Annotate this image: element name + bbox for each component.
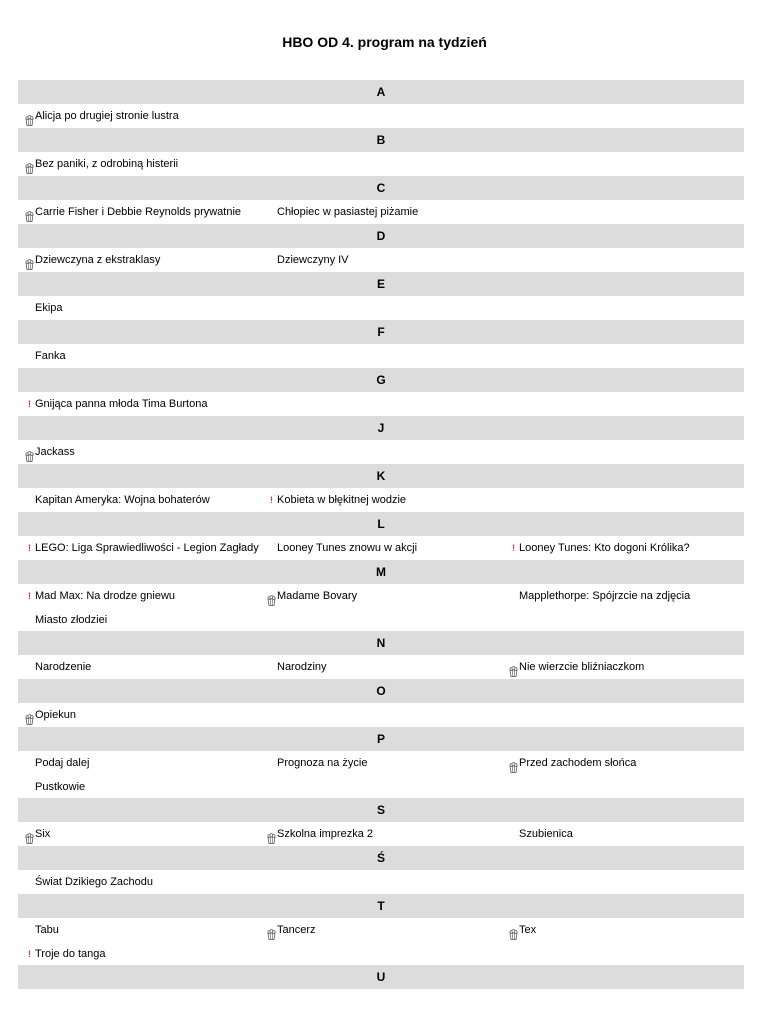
program-title-text: Ekipa — [35, 302, 63, 314]
program-listing — [18, 80, 744, 989]
titles-row — [18, 536, 744, 560]
popcorn-icon — [509, 925, 518, 936]
program-title-text: Bez paniki, z odrobiną histerii — [35, 158, 179, 170]
exclamation-icon: ! — [512, 543, 515, 553]
titles-row — [18, 703, 744, 727]
program-title-text: Carrie Fisher i Debbie Reynolds prywatnie — [35, 206, 242, 218]
section-letter-u: U — [18, 965, 744, 989]
program-title-text: Świat Dzikiego Zachodu — [35, 876, 154, 888]
exclamation-icon: ! — [28, 591, 31, 601]
program-title-text: Miasto złodziei — [35, 614, 108, 626]
titles-row — [18, 200, 744, 224]
section-letter-n: N — [18, 631, 744, 655]
program-title-text: Pustkowie — [35, 781, 86, 793]
program-title — [519, 655, 644, 679]
program-title — [28, 942, 106, 966]
program-title — [277, 536, 417, 560]
section-letter-o: O — [18, 679, 744, 703]
program-title — [35, 152, 178, 176]
program-title — [270, 488, 407, 512]
popcorn-icon — [509, 758, 518, 769]
titles-row — [18, 655, 744, 679]
section-letter-s: S — [18, 798, 744, 822]
program-title — [277, 751, 368, 775]
program-title-text: Podaj dalej — [35, 757, 90, 769]
program-title — [277, 655, 327, 679]
titles-row — [18, 751, 744, 775]
program-title-text: Looney Tunes: Kto dogoni Królika? — [519, 542, 690, 554]
program-title-text: Tex — [519, 924, 537, 936]
program-title-text: Troje do tanga — [35, 948, 106, 960]
program-title — [35, 822, 50, 846]
program-title — [519, 822, 573, 846]
popcorn-icon — [267, 591, 276, 602]
titles-row — [18, 104, 744, 128]
exclamation-icon: ! — [28, 399, 31, 409]
titles-row — [18, 152, 744, 176]
popcorn-icon — [25, 447, 34, 458]
popcorn-icon — [25, 111, 34, 122]
program-title — [277, 584, 357, 608]
exclamation-icon: ! — [28, 543, 31, 553]
popcorn-icon — [267, 925, 276, 936]
program-title-text: Kobieta w błękitnej wodzie — [277, 494, 407, 506]
program-title — [277, 918, 316, 942]
program-title — [28, 584, 176, 608]
program-title-text: Szkolna imprezka 2 — [277, 828, 373, 840]
popcorn-icon — [509, 662, 518, 673]
section-letter-k: K — [18, 464, 744, 488]
program-title-text: Mapplethorpe: Spójrzcie na zdjęcia — [519, 590, 691, 602]
section-letter-l: L — [18, 512, 744, 536]
program-title — [35, 104, 179, 128]
program-title-text: Looney Tunes znowu w akcji — [277, 542, 418, 554]
program-title-text: Chłopiec w pasiastej piżamie — [277, 206, 419, 218]
program-title-text: Nie wierzcie bliźniaczkom — [519, 661, 645, 673]
titles-row — [18, 608, 744, 631]
section-letter-m: M — [18, 560, 744, 584]
page-title: HBO OD 4. program na tydzień — [282, 34, 487, 50]
section-letter-e: E — [18, 272, 744, 296]
program-title-text: Mad Max: Na drodze gniewu — [35, 590, 176, 602]
program-title-text: Alicja po drugiej stronie lustra — [35, 110, 179, 122]
program-title — [519, 918, 536, 942]
program-title — [35, 703, 76, 727]
program-title — [277, 200, 418, 224]
program-title — [35, 296, 63, 320]
section-letter-c: C — [18, 176, 744, 200]
program-title — [519, 751, 636, 775]
titles-row — [18, 392, 744, 416]
section-letter-j: J — [18, 416, 744, 440]
titles-row — [18, 296, 744, 320]
program-title — [35, 608, 107, 632]
section-letter-a: A — [18, 80, 744, 104]
program-title — [28, 392, 208, 416]
program-title-text: Szubienica — [519, 828, 573, 840]
program-title — [35, 248, 160, 272]
section-letter-g: G — [18, 368, 744, 392]
program-title — [35, 655, 91, 679]
exclamation-icon: ! — [28, 949, 31, 959]
program-title-text: Tancerz — [277, 924, 316, 936]
section-letter-f: F — [18, 320, 744, 344]
titles-row — [18, 775, 744, 798]
program-title — [28, 536, 259, 560]
program-title-text: Narodzenie — [35, 661, 92, 673]
section-letter-p: P — [18, 727, 744, 751]
program-title-text: Madame Bovary — [277, 590, 358, 602]
section-letter-ś: Ś — [18, 846, 744, 870]
exclamation-icon: ! — [270, 495, 273, 505]
program-title-text: Fanka — [35, 350, 66, 362]
program-title — [35, 488, 210, 512]
program-title — [35, 918, 59, 942]
program-title-text: Tabu — [35, 924, 59, 936]
titles-row — [18, 584, 744, 608]
popcorn-icon — [25, 159, 34, 170]
section-letter-t: T — [18, 894, 744, 918]
titles-row — [18, 942, 744, 965]
program-title-text: Prognoza na życie — [277, 757, 368, 769]
titles-row — [18, 822, 744, 846]
program-title — [277, 248, 349, 272]
program-title-text: Opiekun — [35, 709, 76, 721]
popcorn-icon — [25, 829, 34, 840]
program-title-text: Dziewczyny IV — [277, 254, 349, 266]
program-title — [35, 344, 66, 368]
popcorn-icon — [25, 255, 34, 266]
titles-row — [18, 440, 744, 464]
popcorn-icon — [267, 829, 276, 840]
program-title-text: Przed zachodem słońca — [519, 757, 637, 769]
program-title-text: Gnijąca panna młoda Tima Burtona — [35, 398, 208, 410]
program-title — [35, 751, 89, 775]
titles-row — [18, 344, 744, 368]
program-title-text: Kapitan Ameryka: Wojna bohaterów — [35, 494, 210, 506]
program-title — [35, 775, 85, 799]
section-letter-d: D — [18, 224, 744, 248]
popcorn-icon — [25, 207, 34, 218]
program-title — [519, 584, 690, 608]
popcorn-icon — [25, 710, 34, 721]
program-title-text: Narodziny — [277, 661, 327, 673]
program-title — [35, 440, 75, 464]
program-title-text: Six — [35, 828, 51, 840]
program-title-text: LEGO: Liga Sprawiedliwości - Legion Zagłady — [35, 542, 259, 554]
program-title — [277, 822, 373, 846]
section-letter-b: B — [18, 128, 744, 152]
titles-row — [18, 488, 744, 512]
program-title — [512, 536, 690, 560]
titles-row — [18, 918, 744, 942]
titles-row — [18, 870, 744, 894]
program-title-text: Dziewczyna z ekstraklasy — [35, 254, 161, 266]
titles-row — [18, 248, 744, 272]
program-title — [35, 200, 241, 224]
program-title — [35, 870, 153, 894]
program-title-text: Jackass — [35, 446, 75, 458]
